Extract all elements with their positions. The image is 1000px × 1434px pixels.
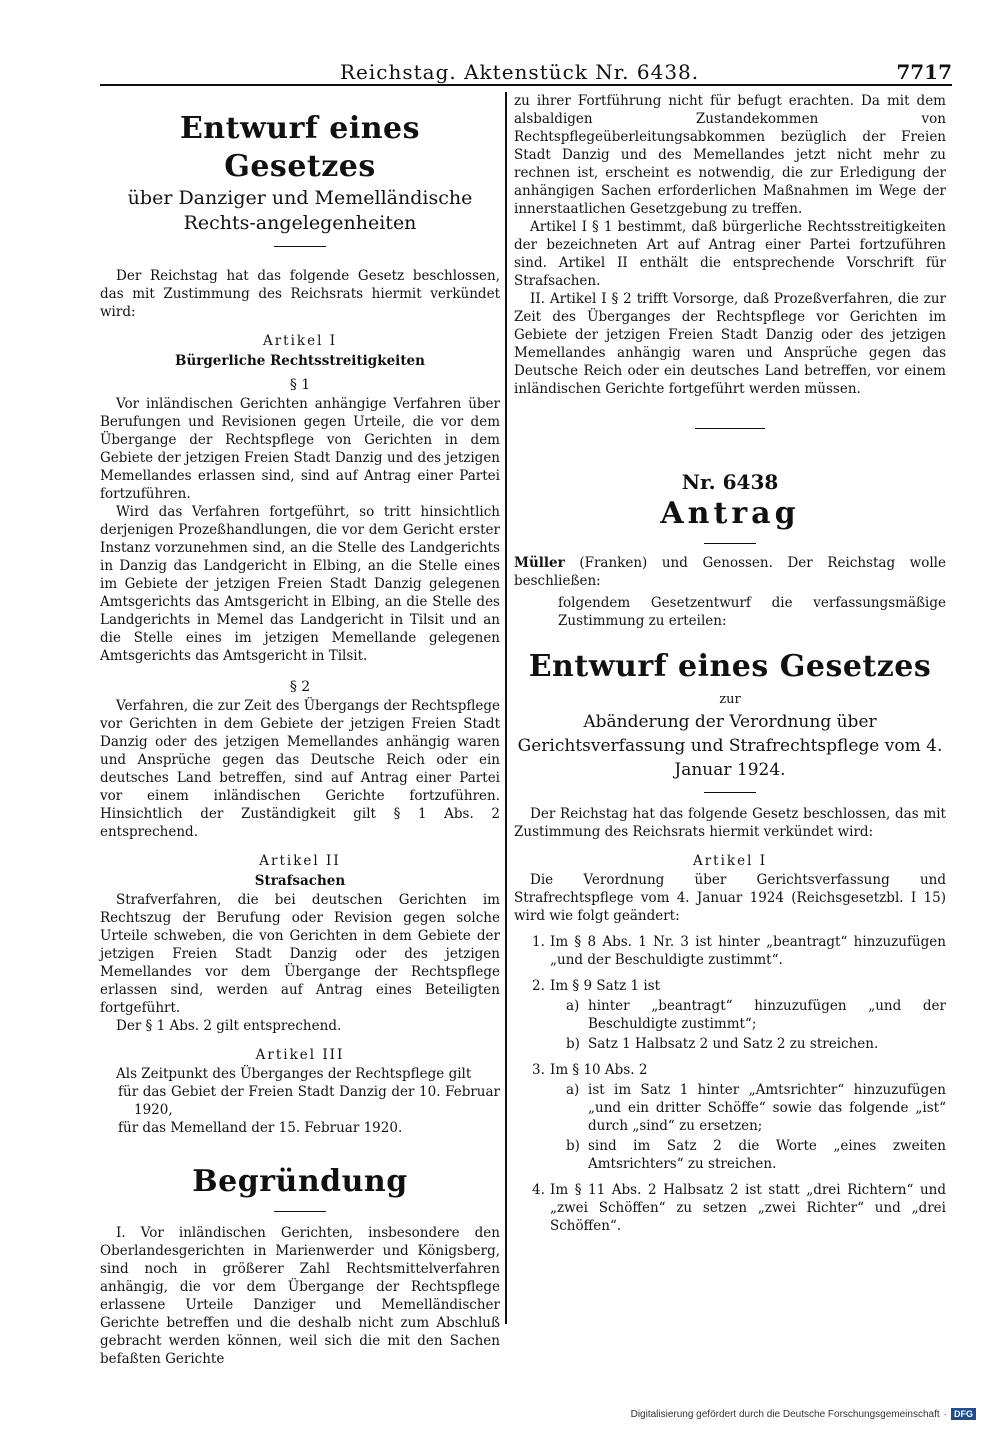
antrag-intro [514,554,946,590]
item-text: Im § 10 Abs. 2 [550,1062,648,1078]
artikel-1-heading: Artikel I [262,333,338,349]
right-column [514,92,946,1235]
artikel-1-paragraph: Die Verordnung über Gerichtsverfassung und Strafrechtspflege vom 4. Januar 1924 (Reichsgesetzbl. I 15) wird wie folgt geändert: [514,872,946,924]
amendment-item [514,1061,946,1079]
page-header [100,54,952,86]
item-number: 2. [532,978,545,994]
subitem-text: Satz 1 Halbsatz 2 und Satz 2 zu streichen. [588,1036,879,1052]
subitem-text: ist im Satz 1 hinter „Amtsrichter“ hinzuzufügen „und ein dritter Schöffe“ sowie das folgende „ist“ durch „sind“ zu ersetzen; [588,1082,946,1134]
amendment-item [514,933,946,969]
artikel-2-title: Strafsachen [254,873,346,889]
begruendung-paragraph-2: Artikel I § 1 bestimmt, daß bürgerliche Rechtsstreitigkeiten der bezeichneten Art auf Antrag einer Partei fortzuführen sind. Artikel II enthält die entsprechende Vorschrift für Strafsachen. [514,219,946,289]
subitem-letter: a) [566,1082,580,1098]
antrag-text: folgendem Gesetzentwurf die verfassungsmäßige Zustimmung zu erteilen: [558,595,946,629]
amendment-subitem [514,1081,946,1135]
document-number: Nr. 6438 [681,470,779,494]
item-text: Im § 9 Satz 1 ist [550,978,661,994]
left-column [100,92,500,1368]
item-text: Im § 11 Abs. 2 Halbsatz 2 ist statt „drei Richtern“ und „zwei Schöffen“ zu setzen „zwei Richter“ und „drei Schöffen“. [550,1182,946,1234]
begruendung-paragraph-3: II. Artikel I § 2 trifft Vorsorge, daß Prozeßverfahren, die zur Zeit des Überganges der Rechtspflege vor Gerichten im Gebiete der jetzigen Freien Stadt Danzig oder des jetzigen Memellandes anhängig waren und Ansprüche gegen das Deutsche Reich oder ein deutsches Land betreffen, vor einem inländischen Gerichte fortgeführt werden müssen. [514,291,946,397]
subitem-letter: b) [566,1138,580,1154]
begruendung-continued: zu ihrer Fortführung nicht für befugt erachten. Da mit dem alsbaldigen Zustandekommen von Rechtspflegeüberleitungsabkommen bezüglich der Freien Stadt Danzig und des Memellandes jetzt nicht mehr zu rechnen ist, erscheint es notwendig, die zur Erledigung der anhängigen Sachen erforderlichen Maßnahmen im Wege der innerstaatlichen Gesetzgebung zu treffen. [514,93,946,217]
amendment-item [514,1181,946,1235]
item-number: 1. [532,934,545,950]
column-divider [505,92,507,1324]
begruendung-title: Begründung [192,1164,408,1199]
item-number: 3. [532,1062,545,1078]
artikel-2-heading: Artikel II [259,853,341,869]
section-1-heading: § 1 [289,377,311,393]
begruendung-paragraph-1: I. Vor inländischen Gerichten, insbesondere den Oberlandesgerichten in Marienwerder und Königsberg, sind noch in größerer Zahl Rechtsmittelverfahren anhängig, die vor dem Übergange der Rechtspflege erlassene Urteile Danziger und Memelländischer Gerichte betreffen und die deshalb nicht zum Abschluß gebracht werden können, weil sich die mit den Sachen befaßten Gerichte [100,1225,500,1367]
section-1-paragraph-1: Vor inländischen Gerichten anhängige Verfahren über Berufungen und Revisionen gegen Urteile, die vor dem Übergange der Rechtspflege von Gerichten in dem Gebiete der jetzigen Freien Stadt Danzig und des jetzigen Memellandes erlassen sind, sind auf Antrag einer Partei fortzuführen. [100,396,500,502]
draft-subtitle: über Danziger und Memelländische Rechts-angelegenheiten [127,187,473,234]
artikel-3-memel-date: für das Memelland der 15. Februar 1920. [118,1120,403,1136]
amendment-subitem [514,997,946,1033]
header-title: Reichstag. Aktenstück Nr. 6438. [340,60,700,84]
artikel-1-heading-2: Artikel I [692,853,768,869]
subitem-text: hinter „beantragt“ hinzuzufügen „und der Beschuldigte zustimmt“; [588,998,946,1032]
draft-title: Entwurf eines Gesetzes [179,111,421,184]
footer-separator: · [943,1408,947,1420]
author-name: Müller [514,555,565,571]
footer-text: Digitalisierung gefördert durch die Deutsche Forschungsgemeinschaft [630,1408,940,1420]
draft-title-2: Entwurf eines Gesetzes [528,649,932,684]
artikel-3-danzig-date: für das Gebiet der Freien Stadt Danzig der 10. Februar 1920, [118,1084,500,1118]
draft-2-rule [704,792,756,793]
digitization-footer [631,1408,976,1420]
draft-subtitle-2: Abänderung der Verordnung über Gerichtsverfassung und Strafrechtspflege vom 4. Januar 1924. [517,712,943,780]
item-text: Im § 8 Abs. 1 Nr. 3 ist hinter „beantragt“ hinzuzufügen „und der Beschuldigte zustimmt“. [550,934,946,968]
title-rule [274,246,326,247]
artikel-3-heading: Artikel III [255,1047,345,1063]
header-rule [100,84,952,86]
antrag-intro-text: (Franken) und Genossen. Der Reichstag wolle beschließen: [514,555,946,589]
section-2-paragraph: Verfahren, die zur Zeit des Übergangs der Rechtspflege vor Gerichten in dem Gebiete der jetzigen Freien Stadt Danzig oder des jetzigen Memellandes anhängig waren und Ansprüche gegen das Deutsche Reich oder ein deutsches Land betreffen, sind auf Antrag einer Partei vor einem inländischen Gerichte fortzuführen. Hinsichtlich der Zuständigkeit gilt § 1 Abs. 2 entsprechend. [100,698,500,840]
enactment-clause-2: Der Reichstag hat das folgende Gesetz beschlossen, das mit Zustimmung des Reichsrats hiermit verkündet wird: [514,806,946,840]
antrag-title: Antrag [660,496,800,531]
artikel-2-paragraph-1: Strafverfahren, die bei deutschen Gerichten im Rechtszug der Berufung oder Revision gegen solche Urteile schweben, die von Gerichten in dem Gebiete der jetzigen Freien Stadt Danzig oder des jetzigen Memellandes vor dem Übergange der Rechtspflege erlassen sind, werden auf Antrag eines Beteiligten fortgeführt. [100,892,500,1016]
artikel-2-paragraph-2: Der § 1 Abs. 2 gilt entsprechend. [116,1018,342,1034]
zur-label: zur [719,692,741,707]
amendment-subitem [514,1137,946,1173]
artikel-3-paragraph: Als Zeitpunkt des Überganges der Rechtspflege gilt [116,1066,472,1082]
subitem-letter: a) [566,998,580,1014]
enactment-clause: Der Reichstag hat das folgende Gesetz beschlossen, das mit Zustimmung des Reichsrats hiermit verkündet wird: [100,268,500,320]
page-number: 7717 [896,60,952,84]
section-2-heading: § 2 [289,679,311,695]
amendment-item [514,977,946,995]
subitem-text: sind im Satz 2 die Worte „eines zweiten Amtsrichters“ zu streichen. [588,1138,946,1172]
dfg-logo: DFG [951,1408,976,1420]
item-number: 4. [532,1182,545,1198]
amendment-subitem [514,1035,946,1053]
artikel-1-title: Bürgerliche Rechtsstreitigkeiten [175,353,425,369]
begruendung-rule [274,1211,326,1212]
antrag-rule [704,543,756,544]
subitem-letter: b) [566,1036,580,1052]
section-separator-rule [695,428,765,429]
section-1-paragraph-2: Wird das Verfahren fortgeführt, so tritt hinsichtlich derjenigen Prozeßhandlungen, die vor dem Gericht erster Instanz vorzunehmen sind, an die Stelle des Landgerichts in Danzig das Landgericht in Elbing, an die Stelle eines im Gebiete der jetzigen Freien Stadt Danzig gelegenen Amtsgerichts das Amtsgericht in Elbing, an die Stelle des Landgerichts in Memel das Landgericht in Tilsit und an die Stelle eines im jetzigen Memellande gelegenen Amtsgerichts das Amtsgericht in Tilsit. [100,504,500,664]
